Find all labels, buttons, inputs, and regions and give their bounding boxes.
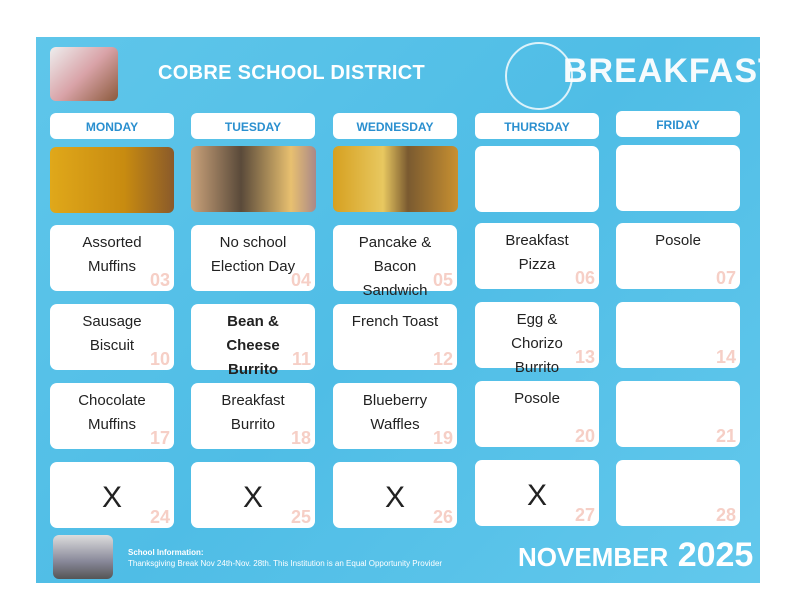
menu-item: Assorted Muffins	[82, 234, 142, 275]
year-label: 2025	[677, 536, 754, 574]
date-number: 19	[432, 428, 453, 448]
menu-day-cell	[191, 462, 315, 528]
menu-item: X	[384, 481, 405, 514]
menu-item: X	[526, 479, 547, 512]
menu-day-cell	[616, 223, 740, 289]
menu-item: X	[101, 481, 122, 514]
menu-day-cell	[333, 462, 457, 528]
day-header-monday: MONDAY	[50, 113, 174, 139]
menu-day-cell	[616, 302, 740, 368]
date-number: 25	[290, 507, 311, 527]
menu-day-cell	[191, 383, 315, 449]
date-number: 14	[715, 347, 736, 367]
menu-day-cell	[50, 462, 174, 528]
date-number: 24	[149, 507, 170, 527]
menu-day-cell	[475, 460, 599, 526]
parfait-photo	[50, 47, 118, 101]
district-title: COBRE SCHOOL DISTRICT	[158, 62, 426, 84]
menu-day-cell	[191, 225, 315, 291]
menu-day-cell	[333, 304, 457, 370]
day-header-wednesday: WEDNESDAY	[333, 113, 457, 139]
menu-item: Bean & Cheese Burrito	[226, 313, 280, 378]
date-number: 21	[715, 426, 736, 446]
menu-item: Posole	[514, 390, 560, 407]
month-year	[518, 536, 753, 575]
date-number: 11	[291, 349, 311, 369]
menu-item: French Toast	[351, 313, 439, 330]
date-number: 06	[574, 268, 595, 288]
school-building-photo	[53, 535, 113, 579]
date-number: 27	[574, 505, 595, 525]
menu-item: Egg & Chorizo Burrito	[511, 311, 563, 376]
month-label: NOVEMBER	[518, 542, 669, 572]
menu-item: Sausage Biscuit	[82, 313, 142, 354]
date-number: 28	[715, 505, 736, 525]
info-text: Thanksgiving Break Nov 24th-Nov. 28th. This Institution is an Equal Opportunity Provider	[128, 559, 443, 568]
menu-day-cell	[333, 383, 457, 449]
menu-item: Chocolate Muffins	[78, 392, 146, 433]
day-header-thursday: THURSDAY	[475, 113, 599, 139]
school-information	[128, 547, 442, 569]
breakfast-logo-text: BREAKFAST	[563, 52, 780, 90]
date-number: 10	[149, 349, 170, 369]
menu-day-cell	[333, 225, 457, 299]
menu-day-cell	[475, 302, 599, 376]
students-backpack-photo	[191, 146, 316, 212]
menu-item: Breakfast Pizza	[505, 232, 569, 273]
date-number: 20	[574, 426, 595, 446]
day-header-friday: FRIDAY	[616, 111, 740, 137]
menu-item: Posole	[655, 232, 701, 249]
date-number: 07	[715, 268, 736, 288]
menu-day-cell	[616, 460, 740, 526]
empty-image-slot	[616, 145, 740, 211]
autumn-students-photo	[333, 146, 458, 212]
date-number: 12	[432, 349, 453, 369]
day-header-tuesday: TUESDAY	[191, 113, 315, 139]
empty-image-slot	[475, 146, 599, 212]
date-number: 18	[290, 428, 311, 448]
menu-day-cell	[475, 381, 599, 447]
date-number: 03	[149, 270, 170, 290]
menu-item: Breakfast Burrito	[221, 392, 285, 433]
menu-item: Blueberry Waffles	[362, 392, 428, 433]
menu-day-cell	[191, 304, 315, 378]
menu-day-cell	[50, 383, 174, 449]
menu-day-cell	[50, 304, 174, 370]
menu-day-cell	[616, 381, 740, 447]
date-number: 04	[290, 270, 311, 290]
school-bus-photo	[50, 147, 174, 213]
menu-item: No school Election Day	[210, 234, 296, 275]
date-number: 17	[149, 428, 170, 448]
date-number: 26	[432, 507, 453, 527]
date-number: 13	[574, 347, 595, 367]
menu-item: Pancake & Bacon Sandwich	[358, 234, 432, 299]
menu-day-cell	[475, 223, 599, 289]
date-number: 05	[432, 270, 453, 290]
info-title: School Information:	[128, 548, 204, 557]
menu-item: X	[242, 481, 263, 514]
menu-day-cell	[50, 225, 174, 291]
